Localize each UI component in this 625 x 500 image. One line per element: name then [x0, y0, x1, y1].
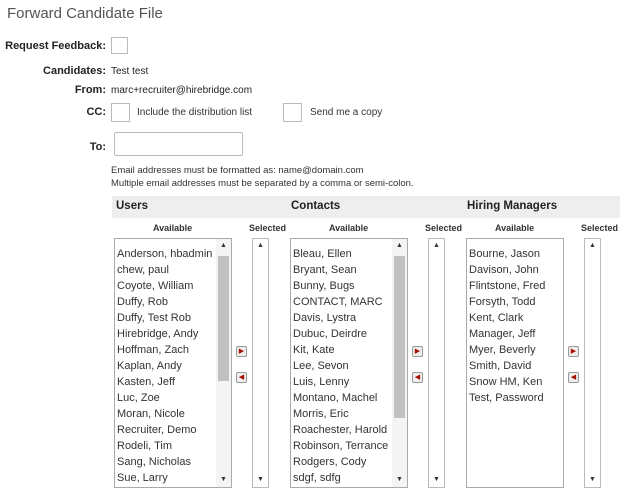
- list-item[interactable]: Kit, Kate: [293, 344, 335, 356]
- scroll-down-icon[interactable]: ▼: [589, 476, 596, 483]
- scroll-up-icon[interactable]: ▲: [220, 242, 227, 249]
- list-item[interactable]: Dubuc, Deirdre: [293, 328, 367, 340]
- hiring-managers-available-items: [469, 246, 545, 406]
- users-available-items: [117, 246, 212, 486]
- from-value: marc+recruiter@hirebridge.com: [111, 85, 253, 96]
- hiring-managers-selected-heading: Selected: [581, 223, 619, 233]
- to-input[interactable]: [114, 132, 243, 156]
- contacts-available-items: [293, 246, 388, 486]
- users-selected-heading: Selected: [249, 223, 287, 233]
- scroll-down-icon[interactable]: ▼: [220, 476, 227, 483]
- email-format-hint: Email addresses must be formatted as: name@domain.com: [111, 165, 364, 176]
- users-move-left-button[interactable]: ◀: [236, 372, 247, 383]
- list-item[interactable]: Sang, Nicholas: [117, 456, 191, 468]
- contacts-available-scroll-thumb[interactable]: [394, 256, 405, 418]
- list-item[interactable]: Luc, Zoe: [117, 392, 160, 404]
- list-item[interactable]: Test, Password: [469, 392, 544, 404]
- users-available-heading: Available: [153, 223, 193, 233]
- list-item[interactable]: Lee, Sevon: [293, 360, 349, 372]
- users-available-list[interactable]: [114, 238, 232, 488]
- hiring-managers-group-title: Hiring Managers: [467, 200, 558, 212]
- request-feedback-label: Request Feedback:: [5, 40, 106, 52]
- list-item[interactable]: Montano, Machel: [293, 392, 378, 404]
- list-item[interactable]: Bryant, Sean: [293, 264, 357, 276]
- list-item[interactable]: Hirebridge, Andy: [117, 328, 199, 340]
- list-item[interactable]: Coyote, William: [117, 280, 194, 292]
- scroll-up-icon[interactable]: ▲: [433, 242, 440, 249]
- list-item[interactable]: Recruiter, Demo: [117, 424, 197, 436]
- page-title: Forward Candidate File: [7, 5, 163, 22]
- cc-send-copy-checkbox[interactable]: [283, 103, 302, 122]
- contacts-available-scrollbar[interactable]: [392, 239, 407, 487]
- scroll-down-icon[interactable]: ▼: [257, 476, 264, 483]
- scroll-up-icon[interactable]: ▲: [589, 242, 596, 249]
- list-item[interactable]: Anderson, hbadmin: [117, 248, 213, 260]
- hiring-managers-move-right-button[interactable]: ▶: [568, 346, 579, 357]
- cc-label: CC:: [86, 106, 106, 118]
- contacts-group-title: Contacts: [291, 200, 341, 212]
- users-group-title: Users: [116, 200, 148, 212]
- list-item[interactable]: CONTACT, MARC: [293, 296, 383, 308]
- email-separator-hint: Multiple email addresses must be separated by a comma or semi-colon.: [111, 178, 414, 189]
- list-item[interactable]: Flintstone, Fred: [469, 280, 546, 292]
- contacts-move-right-button[interactable]: ▶: [412, 346, 423, 357]
- request-feedback-checkbox[interactable]: [111, 37, 128, 54]
- from-label: From:: [74, 84, 106, 96]
- list-item[interactable]: Kasten, Jeff: [117, 376, 175, 388]
- users-available-scrollbar[interactable]: [216, 239, 231, 487]
- list-item[interactable]: Snow HM, Ken: [469, 376, 543, 388]
- list-item[interactable]: Moran, Nicole: [117, 408, 185, 420]
- to-label: To:: [89, 141, 106, 153]
- list-item[interactable]: Kaplan, Andy: [117, 360, 182, 372]
- hiring-managers-move-left-button[interactable]: ◀: [568, 372, 579, 383]
- candidates-value: Test test: [111, 66, 149, 77]
- contacts-selected-list[interactable]: [428, 238, 445, 488]
- contacts-available-heading: Available: [329, 223, 369, 233]
- list-item[interactable]: Rodgers, Cody: [293, 456, 367, 468]
- contacts-available-list[interactable]: [290, 238, 408, 488]
- list-item[interactable]: Sue, Larry: [117, 472, 168, 484]
- hiring-managers-selected-list[interactable]: [584, 238, 601, 488]
- candidates-label: Candidates:: [43, 65, 106, 77]
- list-item[interactable]: Bourne, Jason: [469, 248, 540, 260]
- list-item[interactable]: Myer, Beverly: [469, 344, 536, 356]
- users-move-right-button[interactable]: ▶: [236, 346, 247, 357]
- hiring-managers-available-heading: Available: [495, 223, 535, 233]
- list-item[interactable]: Duffy, Test Rob: [117, 312, 191, 324]
- users-selected-list[interactable]: [252, 238, 269, 488]
- list-item[interactable]: chew, paul: [117, 264, 169, 276]
- cc-include-distribution-label: Include the distribution list: [137, 107, 253, 118]
- scroll-down-icon[interactable]: ▼: [396, 476, 403, 483]
- list-item[interactable]: Smith, David: [469, 360, 532, 372]
- contacts-selected-heading: Selected: [425, 223, 463, 233]
- list-item[interactable]: Bleau, Ellen: [293, 248, 352, 260]
- list-item[interactable]: Rodeli, Tim: [117, 440, 173, 452]
- list-item[interactable]: Davison, John: [469, 264, 539, 276]
- list-item[interactable]: Duffy, Rob: [117, 296, 168, 308]
- scroll-down-icon[interactable]: ▼: [433, 476, 440, 483]
- scroll-up-icon[interactable]: ▲: [257, 242, 264, 249]
- hiring-managers-available-list[interactable]: [466, 238, 564, 488]
- list-item[interactable]: Davis, Lystra: [293, 312, 357, 324]
- cc-include-distribution-checkbox[interactable]: [111, 103, 130, 122]
- cc-send-copy-label: Send me a copy: [310, 107, 383, 118]
- list-item[interactable]: Forsyth, Todd: [469, 296, 536, 308]
- scroll-up-icon[interactable]: ▲: [396, 242, 403, 249]
- list-item[interactable]: Hoffman, Zach: [117, 344, 189, 356]
- list-item[interactable]: Roachester, Harold: [293, 424, 388, 436]
- users-available-scroll-thumb[interactable]: [218, 256, 229, 381]
- list-item[interactable]: Robinson, Terrance: [293, 440, 389, 452]
- list-item[interactable]: Bunny, Bugs: [293, 280, 355, 292]
- list-item[interactable]: Morris, Eric: [293, 408, 349, 420]
- list-item[interactable]: Kent, Clark: [469, 312, 524, 324]
- contacts-move-left-button[interactable]: ◀: [412, 372, 423, 383]
- list-item[interactable]: Luis, Lenny: [293, 376, 350, 388]
- list-item[interactable]: Manager, Jeff: [469, 328, 536, 340]
- list-item[interactable]: sdgf, sdfg: [293, 472, 341, 484]
